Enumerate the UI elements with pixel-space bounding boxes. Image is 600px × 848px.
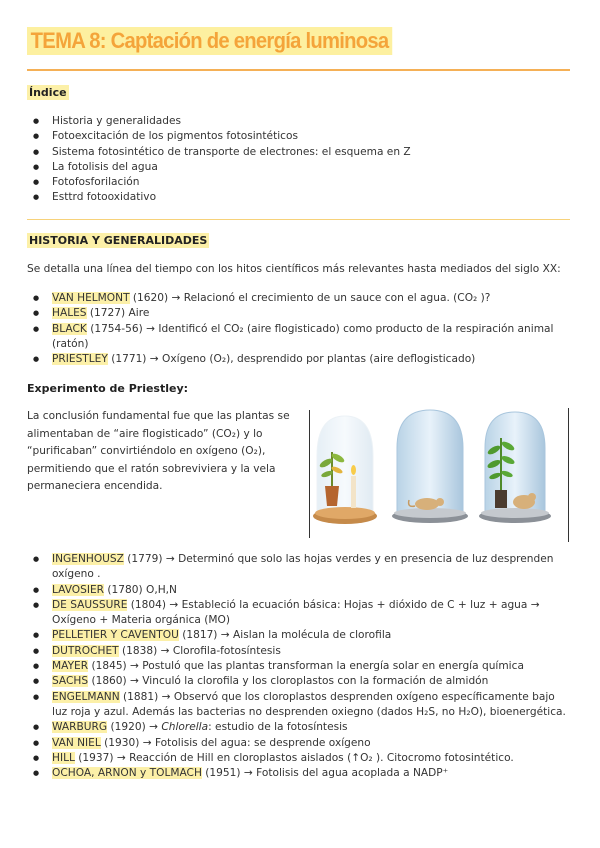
history-intro: Se detalla una línea del tiempo con los hitos científicos más relevantes hasta mediados del siglo XX: (27, 263, 561, 275)
index-item: ● Fotoexcitación de los pigmentos fotosintéticos (27, 129, 567, 144)
scientist-name: LAVOSIER (52, 583, 105, 596)
timeline-description: (1779) → Determinó que solo las hojas verdes y en presencia de luz desprenden oxígeno . (52, 553, 554, 581)
scientist-name: VAN HELMONT (52, 292, 130, 304)
index-list (27, 114, 567, 206)
timeline-item (27, 736, 572, 751)
timeline-item (27, 322, 572, 353)
timeline-item (27, 552, 572, 583)
scientist-name: PELLETIER Y CAVENTOU (52, 629, 179, 642)
scientist-name: DUTROCHET (52, 644, 119, 657)
timeline-description: (1727) Aire (86, 307, 150, 320)
scientist-name: ENGELMANN (52, 690, 120, 703)
timeline-description: (1754-56) → Identificó el CO₂ (aire flogisticado) como producto de la respiración animal (ratón) (52, 322, 554, 350)
timeline-description: (1951) → Fotolisis del agua acoplada a NADP⁺ (201, 767, 449, 780)
section-divider (27, 219, 570, 220)
timeline-item (27, 690, 572, 721)
figure-right-border (568, 408, 569, 542)
timeline-description: (1620) → Relacionó el crecimiento de un sauce con el agua. (CO₂ )? (129, 292, 491, 304)
timeline-description: (1838) → Clorofila-fotosíntesis (118, 644, 281, 657)
scientist-name: OCHOA, ARNON y TOLMACH (52, 767, 202, 780)
index-item: ● Historia y generalidades (27, 114, 567, 129)
timeline-item (27, 291, 572, 306)
timeline-item (27, 352, 572, 367)
timeline-description: (1937) → Reacción de Hill en cloroplastos aislados (↑O₂ ). Citocromo fotosintético. (74, 751, 514, 764)
bell-jar-illustration (309, 408, 569, 536)
timeline-item (27, 674, 572, 689)
timeline-description: (1780) O,H,N (104, 583, 177, 596)
scientist-name: VAN NIEL (52, 736, 101, 749)
scientist-name: HILL (52, 751, 75, 764)
experiment-heading: Experimento de Priestley: (27, 382, 189, 395)
timeline-item (27, 659, 572, 674)
timeline-description: (1817) → Aislan la molécula de clorofila (178, 629, 392, 642)
index-item: ● Fotofosforilación (27, 175, 567, 190)
timeline-description: (1930) → Fotolisis del agua: se desprende oxígeno (100, 736, 371, 749)
species-name: Chlorella (161, 721, 209, 734)
page-title: TEMA 8: Captación de energía luminosa (27, 27, 392, 55)
scientist-name: SACHS (52, 675, 89, 688)
index-heading: Índice (29, 86, 67, 99)
scientist-name: MAYER (52, 660, 89, 673)
scientist-name: PRIESTLEY (52, 353, 108, 366)
scientist-name: DE SAUSSURE (52, 598, 128, 611)
scientist-name: WARBURG (52, 721, 108, 734)
timeline-description: (1860) → Vinculó la clorofila y los cloroplastos con la formación de almidón (88, 675, 489, 688)
index-item: ● La fotolisis del agua (27, 160, 567, 175)
timeline-item (27, 720, 572, 735)
timeline-list-early (27, 291, 572, 367)
timeline-description: (1920) → Chlorella: estudio de la fotosíntesis (107, 721, 348, 734)
title-divider (27, 69, 570, 71)
index-item: ● Sistema fotosintético de transporte de electrones: el esquema en Z (27, 145, 567, 160)
figure-left-border (309, 410, 310, 538)
timeline-description: (1771) → Oxígeno (O₂), desprendido por plantas (aire deflogisticado) (107, 353, 476, 366)
timeline-description: (1881) → Observó que los cloroplastos desprenden oxígeno específicamente bajo luz roja y azul. Además las bacterias no desprenden oxiegno (dados H₂S, no H₂O), bioenergética. (52, 690, 566, 718)
scientist-name: INGENHOUSZ (52, 553, 124, 565)
experiment-text: La conclusión fundamental fue que las plantas se alimentaban de “aire flogisticado” (CO₂) y lo “purificaban” convirtiéndolo en oxígeno (O₂), permitiendo que el ratón sobreviviera y la vela permaneciera encendida. (27, 410, 290, 493)
history-heading: HISTORIA Y GENERALIDADES (29, 234, 208, 247)
scientist-name: BLACK (52, 322, 87, 335)
timeline-item (27, 766, 572, 781)
timeline-item (27, 583, 572, 598)
timeline-item (27, 628, 572, 643)
timeline-description: (1845) → Postuló que las plantas transforman la energía solar en energía química (88, 660, 524, 673)
index-item: ● Esttrd fotooxidativo (27, 190, 567, 205)
timeline-item (27, 644, 572, 659)
timeline-list-late (27, 552, 572, 781)
timeline-description: (1804) → Estableció la ecuación básica: Hojas + dióxido de C + luz + agua → Oxígeno + Materia orgánica (MO) (52, 598, 540, 627)
timeline-item (27, 306, 572, 321)
timeline-item (27, 598, 572, 629)
scientist-name: HALES (52, 307, 87, 320)
priestley-experiment-figure (309, 408, 569, 536)
timeline-item (27, 751, 572, 766)
